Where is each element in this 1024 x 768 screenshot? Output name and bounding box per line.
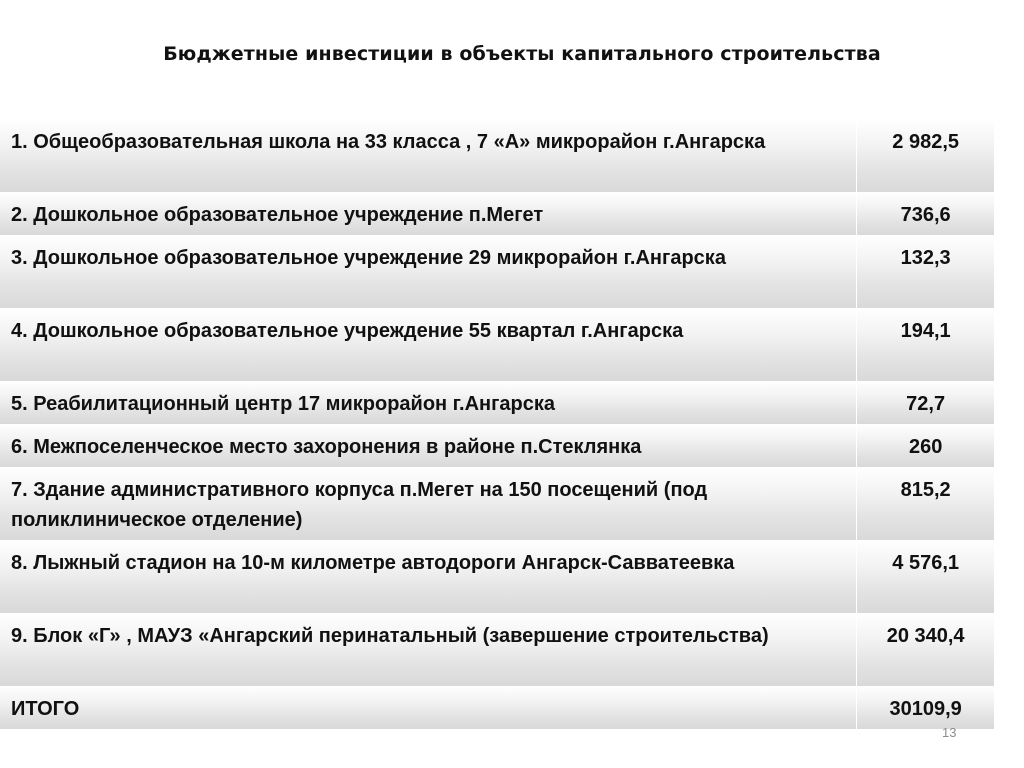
- row-value: 815,2: [900, 479, 951, 501]
- row-name: 3. Дошкольное образовательное учреждение 29 микрорайон г.Ангарска: [0, 235, 857, 308]
- row-value: 260: [908, 436, 943, 458]
- row-value: 194,1: [900, 320, 951, 342]
- table-row: [0, 613, 994, 686]
- table-row: [0, 540, 994, 613]
- row-value: 2 982,5: [892, 131, 959, 153]
- row-value: 132,3: [900, 247, 951, 269]
- total-row: [0, 686, 994, 729]
- row-name: 9. Блок «Г» , МАУЗ «Ангарский перинатальный (завершение строительства): [0, 613, 857, 686]
- row-name: 7. Здание административного корпуса п.Мегет на 150 посещений (под поликлиническое отделение): [0, 467, 857, 540]
- row-name: 5. Реабилитационный центр 17 микрорайон г.Ангарска: [0, 381, 857, 424]
- total-value: 30109,9: [889, 698, 962, 720]
- page-number: 13: [942, 725, 957, 740]
- row-value: 72,7: [906, 393, 946, 415]
- row-name: 6. Межпоселенческое место захоронения в районе п.Стеклянка: [0, 424, 857, 467]
- row-value: 4 576,1: [892, 552, 959, 574]
- row-name: 4. Дошкольное образовательное учреждение 55 квартал г.Ангарска: [0, 308, 857, 381]
- row-value: 20 340,4: [886, 625, 965, 647]
- row-value: 736,6: [900, 204, 951, 226]
- table-row: [0, 467, 994, 540]
- table-row: [0, 192, 994, 235]
- slide-title: Бюджетные инвестиции в объекты капитального строительства: [163, 43, 881, 65]
- table-row: [0, 119, 994, 192]
- total-label: ИТОГО: [0, 686, 857, 729]
- row-name: 2. Дошкольное образовательное учреждение п.Мегет: [0, 192, 857, 235]
- table-row: [0, 424, 994, 467]
- table-row: [0, 308, 994, 381]
- row-name: 8. Лыжный стадион на 10-м километре автодороги Ангарск-Савватеевка: [0, 540, 857, 613]
- table-row: [0, 381, 994, 424]
- row-name: 1. Общеобразовательная школа на 33 класса , 7 «А» микрорайон г.Ангарска: [0, 119, 857, 192]
- table-row: [0, 235, 994, 308]
- investment-table: [0, 119, 994, 729]
